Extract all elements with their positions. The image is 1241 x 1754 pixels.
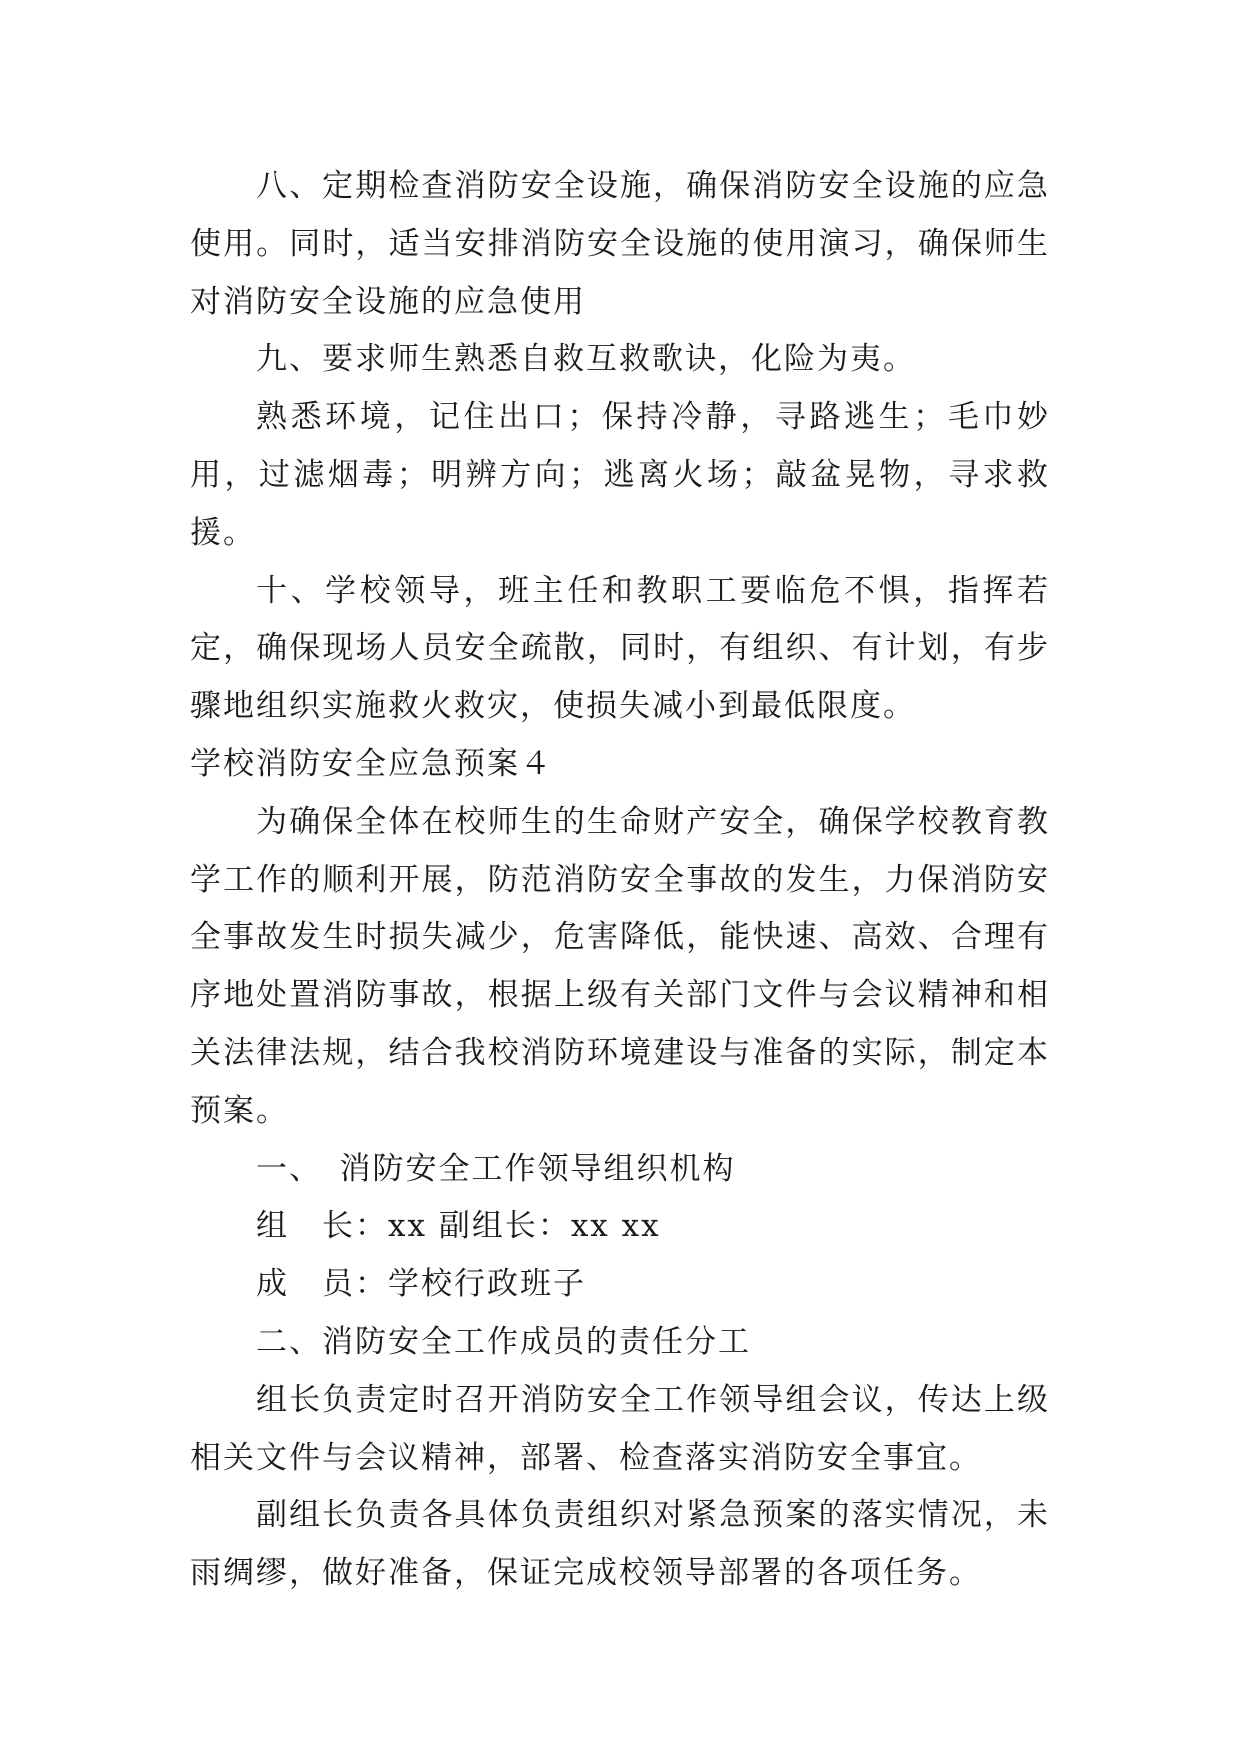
- paragraph-deputy-duty: 副组长负责各具体负责组织对紧急预案的落实情况，未雨绸缪，做好准备，保证完成校领导部署的各项任务。: [190, 1497, 1050, 1592]
- paragraph-escape-rhyme: 熟悉环境，记住出口；保持冷静，寻路逃生；毛巾妙用，过滤烟毒；明辨方向；逃离火场；敲盆晃物，寻求救援。: [190, 399, 1050, 551]
- paragraph-item-10: 十、学校领导，班主任和教职工要临危不惧，指挥若定，确保现场人员安全疏散，同时，有组织、有计划，有步骤地组织实施救火救灾，使损失减小到最低限度。: [190, 572, 1050, 725]
- paragraph-group-leader: 组 长：xx 副组长：xx xx: [256, 1208, 661, 1245]
- paragraph-item-8: 八、定期检查消防安全设施，确保消防安全设施的应急使用。同时，适当安排消防安全设施的使用演习，确保师生对消防安全设施的应急使用: [190, 168, 1050, 320]
- paragraph-leader-duty: 组长负责定时召开消防安全工作领导组会议，传达上级相关文件与会议精神，部署、检查落实消防安全事宜。: [190, 1381, 1050, 1476]
- paragraph-item-9: 九、要求师生熟悉自救互救歌诀，化险为夷。: [256, 341, 916, 378]
- paragraph-intro: 为确保全体在校师生的生命财产安全，确保学校教育教学工作的顺利开展，防范消防安全事故的发生，力保消防安全事故发生时损失减少，危害降低，能快速、高效、合理有序地处置消防事故，根据上级有关部门文件与会议精神和相关法律法规，结合我校消防环境建设与准备的实际，制定本预案。: [190, 803, 1050, 1129]
- paragraph-members: 成 员：学校行政班子: [256, 1266, 586, 1303]
- section-heading: 学校消防安全应急预案４: [190, 745, 553, 782]
- paragraph-org-heading: 一、 消防安全工作领导组织机构: [256, 1150, 736, 1187]
- document-body: [190, 158, 1050, 1603]
- paragraph-duties-heading: 二、消防安全工作成员的责任分工: [256, 1323, 751, 1360]
